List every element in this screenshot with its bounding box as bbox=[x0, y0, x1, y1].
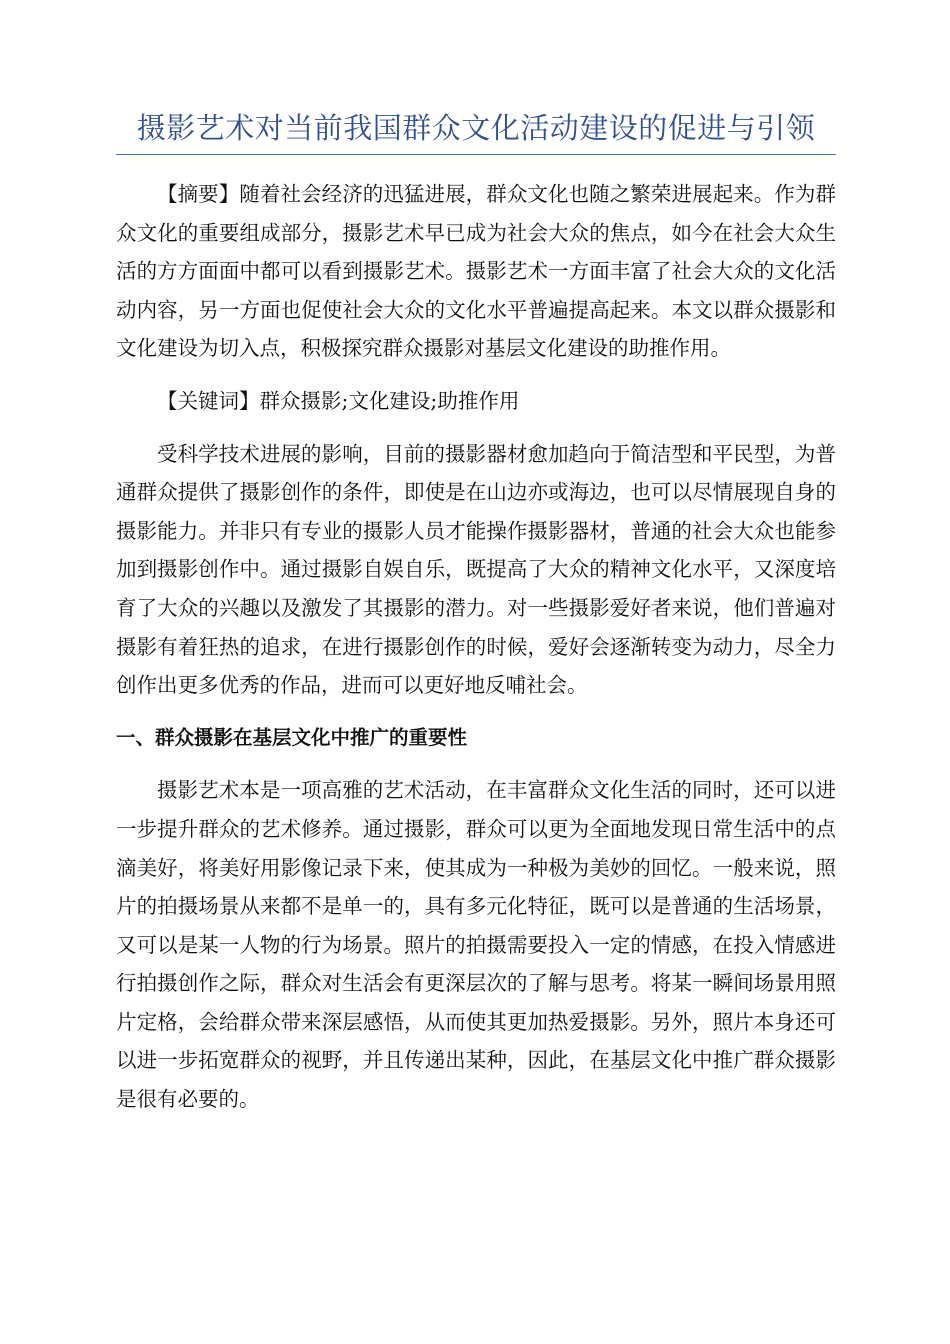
section-paragraph: 摄影艺术本是一项高雅的艺术活动，在丰富群众文化生活的同时，还可以进一步提升群众的艺术修养。通过摄影，群众可以更为全面地发现日常生活中的点滴美好，将美好用影像记录下来，使其成为一种极为美妙的回忆。一般来说，照片的拍摄场景从来都不是单一的，具有多元化特征，既可以是普通的生活场景，又可以是某一人物的行为场景。照片的拍摄需要投入一定的情感，在投入情感进行拍摄创作之际，群众对生活会有更深层次的了解与思考。将某一瞬间场景用照片定格，会给群众带来深层感悟，从而使其更加热爱摄影。另外，照片本身还可以进一步拓宽群众的视野，并且传递出某种，因此，在基层文化中推广群众摄影是很有必要的。 bbox=[116, 778, 836, 1112]
keywords-line: 【关键词】群众摄影;文化建设;助推作用 bbox=[157, 388, 520, 413]
document-page bbox=[116, 108, 836, 1119]
document-title: 摄影艺术对当前我国群众文化活动建设的促进与引领 bbox=[116, 108, 836, 155]
abstract-paragraph: 【摘要】随着社会经济的迅猛进展，群众文化也随之繁荣进展起来。作为群众文化的重要组成部分，摄影艺术早已成为社会大众的焦点，如今在社会大众生活的方方面面中都可以看到摄影艺术。摄影艺术一方面丰富了社会大众的文化活动内容，另一方面也促使社会大众的文化水平普遍提高起来。本文以群众摄影和文化建设为切入点，积极探究群众摄影对基层文化建设的助推作用。 bbox=[116, 182, 836, 361]
intro-paragraph: 受科学技术进展的影响，目前的摄影器材愈加趋向于简洁型和平民型，为普通群众提供了摄影创作的条件，即使是在山边亦或海边，也可以尽情展现自身的摄影能力。并非只有专业的摄影人员才能操作摄影器材，普通的社会大众也能参加到摄影创作中。通过摄影自娱自乐，既提高了大众的精神文化水平，又深度培育了大众的兴趣以及激发了其摄影的潜力。对一些摄影爱好者来说，他们普遍对摄影有着狂热的追求，在进行摄影创作的时候，爱好会逐渐转变为动力，尽全力创作出更多优秀的作品，进而可以更好地反哺社会。 bbox=[116, 441, 836, 698]
section-heading: 一、群众摄影在基层文化中推广的重要性 bbox=[116, 725, 468, 749]
